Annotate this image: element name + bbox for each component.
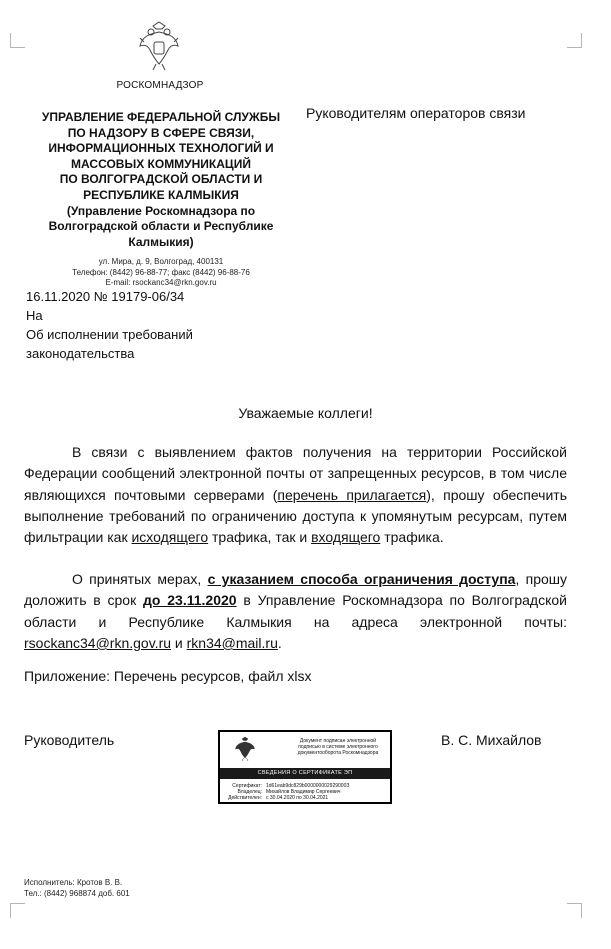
executor-name: Исполнитель: Кротов В. В. bbox=[24, 878, 123, 887]
stamp-validity-row bbox=[224, 795, 388, 801]
executor-phone: Тел.: (8442) 968874 доб. 601 bbox=[24, 888, 130, 898]
organization-line: РЕСПУБЛИКЕ КАЛМЫКИЯ bbox=[83, 187, 239, 202]
text: В связи с выявлением фактов получения на территории Российской Федерации сообщений электронной почты от запрещенных ресурсов, в том числе являющихся почтовыми серверами ( bbox=[24, 444, 567, 503]
corner-mark-bottom-right bbox=[567, 903, 582, 918]
text: . bbox=[277, 634, 282, 651]
text: ), прошу обеспечить выполнение требований по ограничению доступа к упомянутым ресурсам, путем фильтрации как bbox=[24, 486, 567, 546]
stamp-header bbox=[290, 738, 386, 756]
stamp-header-line: Документ подписан электронной bbox=[299, 738, 377, 744]
stamp-certificate-bar: СВЕДЕНИЯ О СЕРТИФИКАТЕ ЭП bbox=[220, 768, 390, 779]
organization-line: ПО НАДЗОРУ В СФЕРЕ СВЯЗИ, bbox=[67, 125, 255, 140]
greeting: Уважаемые коллеги! bbox=[238, 405, 373, 421]
organization-line: ИНФОРМАЦИОННЫХ ТЕХНОЛОГИЙ И bbox=[48, 141, 274, 156]
incoming-traffic-term: входящего bbox=[311, 529, 381, 546]
stamp-value: 1d61eab9dc829b000000002929000З bbox=[266, 783, 350, 789]
deadline: до 23.11.2020 bbox=[143, 592, 237, 609]
electronic-signature-stamp bbox=[218, 730, 392, 804]
reference-on: На bbox=[26, 308, 43, 323]
organization-block bbox=[24, 110, 298, 250]
email-link-rkn[interactable]: rsockanc34@rkn.gov.ru bbox=[24, 634, 172, 651]
text: трафика, так и bbox=[208, 529, 312, 546]
attachment-note: Приложение: Перечень ресурсов, файл xlsx bbox=[24, 668, 312, 684]
date-number: 16.11.2020 № 19179-06/34 bbox=[26, 289, 185, 304]
body-paragraph-2 bbox=[24, 569, 567, 654]
body-paragraph-1 bbox=[24, 442, 567, 548]
stamp-key: Сертификат: bbox=[232, 783, 262, 789]
text: О принятых мерах, bbox=[72, 571, 208, 587]
stamp-header-line: подписью в системе электронного bbox=[298, 744, 378, 750]
phone-fax-line: Телефон: (8442) 96-88-77; факс (8442) 96-88-76 bbox=[72, 267, 250, 277]
corner-mark-top-right bbox=[567, 33, 582, 48]
text: , прошу доложить в срок bbox=[24, 571, 567, 609]
text: и bbox=[171, 634, 187, 651]
restriction-method-term: с указанием способа ограничения доступа bbox=[207, 571, 516, 587]
coat-of-arms-icon bbox=[234, 736, 256, 762]
signer-role: Руководитель bbox=[24, 732, 115, 748]
stamp-header-line: документооборота Роскомнадзора bbox=[297, 750, 379, 756]
stamp-key: Владелец: bbox=[237, 789, 262, 795]
agency-name: РОСКОМНАДЗОР bbox=[116, 80, 204, 91]
organization-short-name: (Управление Роскомнадзора по Волгоградской области и Республике Калмыкия) bbox=[48, 203, 274, 249]
outgoing-traffic-term: исходящего bbox=[131, 529, 209, 546]
text: трафика. bbox=[380, 529, 444, 546]
organization-line: МАССОВЫХ КОММУНИКАЦИЙ bbox=[71, 156, 251, 171]
stamp-value: с 30.04.2020 по 30.04.2021 bbox=[266, 795, 329, 801]
subject-line-1: Об исполнении требований bbox=[26, 327, 193, 342]
recipient: Руководителям операторов связи bbox=[306, 105, 526, 121]
subject-line-2: законодательства bbox=[26, 346, 135, 361]
signer-name: В. С. Михайлов bbox=[441, 732, 542, 748]
corner-mark-top-left bbox=[10, 33, 25, 48]
address-line: ул. Мира, д. 9, Волгоград, 400131 bbox=[98, 257, 224, 266]
attachment-reference: перечень прилагается bbox=[277, 486, 427, 503]
coat-of-arms-icon bbox=[138, 20, 180, 72]
organization-line: ПО ВОЛГОГРАДСКОЙ ОБЛАСТИ И bbox=[59, 172, 263, 187]
stamp-value: Михайлов Владимир Сергеевич bbox=[266, 789, 341, 795]
stamp-key: Действителен: bbox=[228, 795, 262, 801]
corner-mark-bottom-left bbox=[10, 903, 25, 918]
email-line: E-mail: rsockanc34@rkn.gov.ru bbox=[105, 278, 217, 287]
organization-line: УПРАВЛЕНИЕ ФЕДЕРАЛЬНОЙ СЛУЖБЫ bbox=[41, 110, 281, 124]
text: в Управление Роскомнадзора по Волгоградской области и Республике Калмыкия на адреса электронной почты: bbox=[24, 592, 567, 630]
footer-executor bbox=[24, 878, 130, 899]
address-block bbox=[24, 257, 298, 289]
email-link-mail[interactable]: rkn34@mail.ru bbox=[186, 634, 278, 651]
